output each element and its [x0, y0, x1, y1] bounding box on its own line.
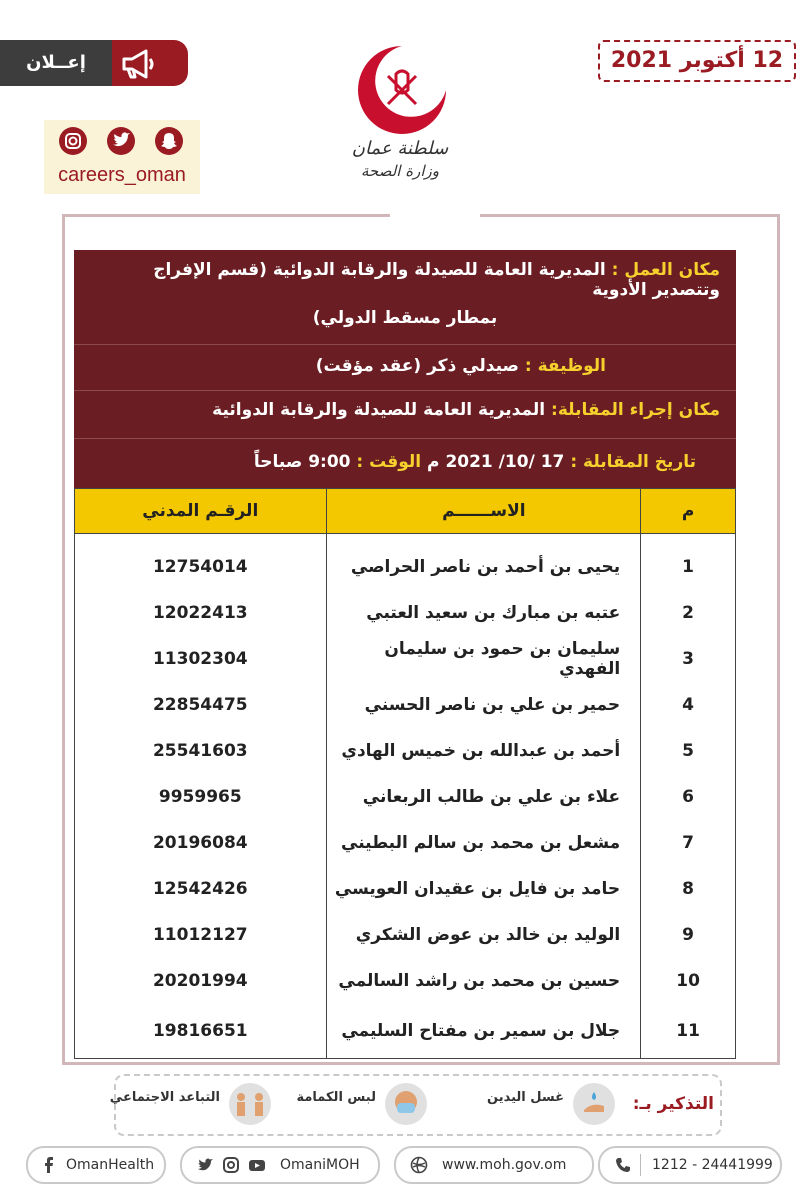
row-num: 6 [641, 774, 736, 820]
row-num: 2 [641, 590, 736, 636]
row-civil-id: 20196084 [75, 820, 327, 866]
row-name: مشعل بن محمد بن سالم البطيني [326, 820, 641, 866]
social-handle: careers_oman [58, 164, 186, 186]
job-label: الوظيفة : [524, 356, 606, 376]
row-name: حسين بن محمد بن راشد السالمي [326, 958, 641, 1004]
row-civil-id: 11012127 [75, 912, 327, 958]
table-row [75, 590, 736, 636]
row-num: 1 [641, 544, 736, 590]
venue-line [90, 400, 720, 420]
job-value: صيدلي ذكر (عقد مؤقت) [315, 356, 519, 376]
table-row [75, 774, 736, 820]
row-num: 9 [641, 912, 736, 958]
interview-info-panel [74, 250, 736, 488]
candidates-table [74, 488, 736, 1059]
row-civil-id: 9959965 [75, 774, 327, 820]
divider [74, 344, 736, 345]
venue-label: مكان إجراء المقابلة: [551, 400, 720, 420]
hand-washing-icon [572, 1082, 616, 1126]
workplace-label: مكان العمل : [611, 260, 720, 280]
phone-number: 1212 - 24441999 [652, 1157, 773, 1173]
reminder-box [109, 1074, 722, 1136]
row-num: 11 [641, 1004, 736, 1059]
date-time-line [90, 452, 696, 472]
row-civil-id: 12542426 [75, 866, 327, 912]
facebook-pill[interactable] [26, 1146, 166, 1184]
row-name: حامد بن فايل بن عقيدان العويسي [326, 866, 641, 912]
row-civil-id: 22854475 [75, 682, 327, 728]
reminder-hand-washing: غسل اليدين [487, 1090, 564, 1105]
phone-icon [614, 1156, 632, 1174]
interview-time-label: الوقت : [356, 452, 422, 472]
row-name: علاء بن علي بن طالب الربعاني [326, 774, 641, 820]
row-name: حمير بن علي بن ناصر الحسني [326, 682, 641, 728]
header-civil-id: الرقـم المدني [75, 489, 327, 534]
youtube-icon [248, 1156, 266, 1174]
header-name: الاســــــم [326, 489, 641, 534]
row-civil-id: 12754014 [75, 544, 327, 590]
ministry-logo [352, 40, 452, 140]
reminder-title: التذكير بـ: [632, 1094, 714, 1114]
table-row [75, 1004, 736, 1059]
row-name: عتبه بن مبارك بن سعيد العتبي [326, 590, 641, 636]
row-num: 3 [641, 636, 736, 682]
twitter-icon [106, 126, 136, 156]
social-pill[interactable] [180, 1146, 380, 1184]
job-line [90, 356, 606, 376]
workplace-line-2: بمطار مسقط الدولي) [312, 308, 498, 328]
table-row [75, 544, 736, 590]
twitter-icon [196, 1156, 214, 1174]
table-row [75, 958, 736, 1004]
website-pill[interactable] [394, 1146, 594, 1184]
table-row [75, 728, 736, 774]
row-name: أحمد بن عبدالله بن خميس الهادي [326, 728, 641, 774]
instagram-icon [58, 126, 88, 156]
row-num: 8 [641, 866, 736, 912]
megaphone-icon [120, 48, 156, 80]
row-name: جلال بن سمير بن مفتاح السليمي [326, 1004, 641, 1059]
row-name: الوليد بن خالد بن عوض الشكري [326, 912, 641, 958]
ministry-name-line1: سلطنة عمان [351, 138, 449, 159]
table-header-row [75, 489, 736, 534]
facebook-icon [40, 1156, 58, 1174]
row-num: 5 [641, 728, 736, 774]
social-handle-footer: OmaniMOH [280, 1157, 360, 1173]
ministry-name-line2: وزارة الصحة [361, 162, 439, 180]
row-civil-id: 11302304 [75, 636, 327, 682]
table-row [75, 682, 736, 728]
facebook-handle: OmanHealth [66, 1157, 155, 1173]
interview-time-value: 9:00 صباحاً [253, 452, 351, 472]
snapchat-icon [154, 126, 184, 156]
table-row [75, 820, 736, 866]
frame-top-border [62, 214, 390, 217]
table-spacer-row [75, 534, 736, 545]
venue-value: المديرية العامة للصيدلة والرقابة الدوائية [212, 400, 546, 420]
row-civil-id: 20201994 [75, 958, 327, 1004]
row-num: 10 [641, 958, 736, 1004]
row-name: سليمان بن حمود بن سليمان الفهدي [326, 636, 641, 682]
row-num: 7 [641, 820, 736, 866]
social-distancing-icon [228, 1082, 272, 1126]
reminder-face-mask: لبس الكمامة [296, 1090, 376, 1105]
table-row [75, 912, 736, 958]
table-row [75, 866, 736, 912]
date-badge: 12 أكتوبر 2021 [598, 40, 796, 82]
reminder-social-distancing: التباعد الاجتماعي [109, 1090, 220, 1105]
workplace-line [90, 260, 720, 300]
phone-divider [640, 1154, 641, 1176]
face-mask-icon [384, 1082, 428, 1126]
phone-pill[interactable] [598, 1146, 782, 1184]
globe-icon [410, 1156, 428, 1174]
frame-top-border [480, 214, 777, 217]
interview-date-value: 17 /10/ 2021 م [427, 452, 565, 472]
header-num: م [641, 489, 736, 534]
table-row [75, 636, 736, 682]
website-url: www.moh.gov.om [442, 1157, 567, 1173]
row-name: يحيى بن أحمد بن ناصر الحراصي [326, 544, 641, 590]
row-civil-id: 19816651 [75, 1004, 327, 1059]
workplace-value: المديرية العامة للصيدلة والرقابة الدوائية (قسم الإفراج وتتصدير الأدوية [153, 260, 720, 300]
social-box [44, 120, 200, 194]
divider [74, 390, 736, 391]
instagram-icon [222, 1156, 240, 1174]
divider [74, 438, 736, 439]
announcement-label: إعــلان [26, 52, 86, 73]
row-num: 4 [641, 682, 736, 728]
interview-date-label: تاريخ المقابلة : [570, 452, 696, 472]
row-civil-id: 12022413 [75, 590, 327, 636]
row-civil-id: 25541603 [75, 728, 327, 774]
